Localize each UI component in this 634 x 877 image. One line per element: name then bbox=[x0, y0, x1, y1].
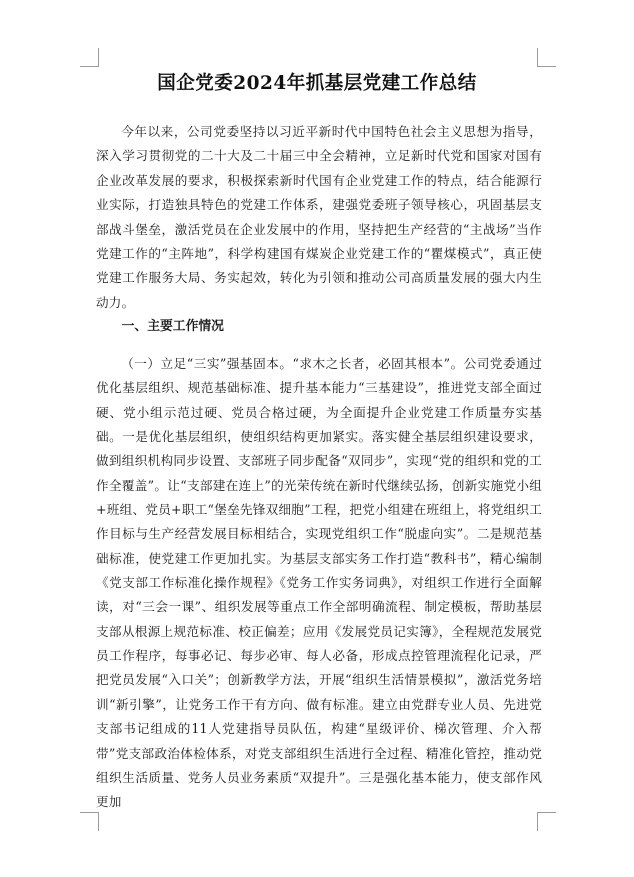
section1-paragraph-block bbox=[96, 352, 542, 815]
section-heading: 一、主要工作情况 bbox=[121, 319, 224, 334]
crop-mark-bottom-left bbox=[80, 812, 99, 831]
intro-paragraph-block bbox=[96, 120, 542, 315]
intro-paragraph: 今年以来，公司党委坚持以习近平新时代中国特色社会主义思想为指导，深入学习贯彻党的二十大及二十届三中全会精神，立足新时代党和国家对国有企业改革发展的要求，积极探索新时代国有企业党建工作的特点，结合能源行业实际，打造独具特色的党建工作体系，建强党委班子领导核心，巩固基层支部战斗堡垒，激活党员在企业发展中的作用，坚持把生产经营的“主战场”当作党建工作的“主阵地”，科学构建国有煤炭企业党建工作的“瞿煤模式”，真正使党建工作服务大局、务实起效，转化为引领和推动公司高质量发展的强大内生动力。 bbox=[96, 124, 542, 310]
document-title: 国企党委2024年抓基层党建工作总结 bbox=[157, 73, 477, 94]
crop-mark-top-left bbox=[80, 48, 99, 67]
crop-mark-top-right bbox=[537, 48, 556, 67]
crop-mark-bottom-right bbox=[537, 812, 556, 831]
section1-paragraph: （一）立足“三实”强基固本。“求木之长者，必固其根本”。公司党委通过优化基层组织、规范基础标准、提升基本能力“三基建设”，推进党支部全面过硬、党小组示范过硬、党员合格过硬，为全面提升企业党建工作质量夯实基础。一是优化基层组织，使组织结构更加紧实。落实健全基层组织建设要求，做到组织机构同步设置、支部班子同步配备“双同步”，实现“党的组织和党的工作全覆盖”。让“支部建在连上”的光荣传统在新时代继续弘扬，创新实施党小组+班组、党员+职工“堡垒先锋双细胞”工程，把党小组建在班组上，将党组织工作目标与生产经营发展目标相结合，实现党组织工作“脱虚向实”。二是规范基础标准，使党建工作更加扎实。为基层支部实务工作打造“教科书”，精心编制《党支部工作标准化操作规程》《党务工作实务词典》，对组织工作进行全面解读，对“三会一课”、组织发展等重点工作全部明确流程、制定模板，帮助基层支部从根源上规范标准、校正偏差；应用《发展党员记实簿》，全程规范发展党员工作程序，每事必记、每步必审、每人必备，形成点控管理流程化记录，严把党员发展“入口关”；创新教学方法，开展“组织生活情景模拟”，激活党务培训“新引擎”，让党务工作干有方向、做有标准。建立由党群专业人员、先进党支部书记组成的11人党建指导员队伍，构建“星级评价、梯次管理、介入帮带”党支部政治体检体系，对党支部组织生活进行全过程、精准化管控，推动党组织生活质量、党务人员业务素质“双提升”。三是强化基本能力，使支部作风更加 bbox=[96, 356, 542, 810]
